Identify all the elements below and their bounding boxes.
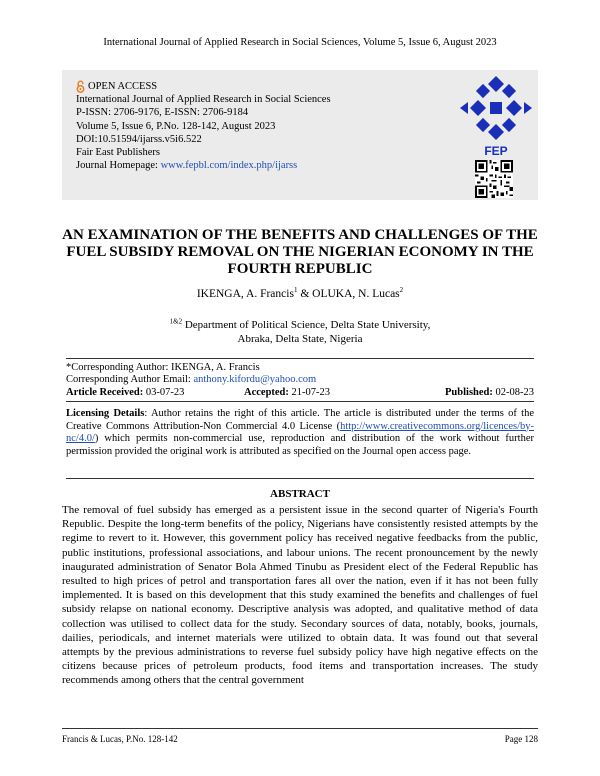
author-1-sup: 1 [293, 286, 298, 295]
licensing-text-2: ) which permits non-commercial use, reproduction and distribution of the work without further permission provided the original work is attributed as specified on the Journal open access page. [66, 433, 534, 457]
abstract-heading: ABSTRACT [270, 488, 330, 500]
received-label: Article Received: [66, 386, 144, 398]
fep-logo-text: FEP [484, 144, 508, 158]
published-label: Published: [445, 386, 493, 398]
volume-issue: Volume 5, Issue 6, P.No. 128-142, August 2023 [76, 120, 276, 132]
author-line [0, 288, 600, 300]
open-access-lock-icon [76, 80, 85, 93]
homepage-label: Journal Homepage: [76, 160, 158, 172]
running-header: International Journal of Applied Research in Social Sciences, Volume 5, Issue 6, August 2023 [103, 37, 497, 48]
author-separator: & [297, 288, 313, 300]
homepage-link[interactable]: www.fepbl.com/index.php/ijarss [160, 160, 298, 172]
divider-top [66, 358, 534, 359]
affiliation-sup: 1&2 [169, 317, 183, 326]
license-link[interactable]: http://www.creativecommons.org/licences/by-nc/4.0/ [66, 420, 534, 444]
accepted-date: 21-07-23 [291, 386, 331, 398]
published-date: 02-08-23 [495, 386, 534, 398]
footer-page-number: Page 128 [504, 734, 538, 744]
article-dates [66, 387, 534, 399]
author-2: OLUKA, N. Lucas [312, 288, 400, 300]
licensing-text-1: : Author retains the right of this article. The article is distributed under the terms of the Creative Commons Attribution-Non Commercial 4.0 License ( [66, 408, 534, 432]
journal-info-text [76, 80, 331, 172]
footer-divider [62, 728, 538, 729]
licensing-label: Licensing Details [66, 408, 145, 419]
issn: P-ISSN: 2706-9176, E-ISSN: 2706-9184 [76, 107, 249, 119]
footer-citation: Francis & Lucas, P.No. 128-142 [62, 734, 178, 744]
corresponding-email-link[interactable]: anthony.kifordu@yahoo.com [193, 374, 317, 386]
publisher: Fair East Publishers [76, 147, 160, 159]
email-label: Corresponding Author Email: [66, 374, 194, 386]
affiliation-line-2: Abraka, Delta State, Nigeria [237, 333, 363, 345]
affiliation-line-1: Department of Political Science, Delta State University, [182, 319, 431, 331]
corresponding-author: *Corresponding Author: IKENGA, A. Francis [66, 362, 260, 373]
open-access-label: OPEN ACCESS [88, 81, 158, 92]
doi: DOI:10.51594/ijarss.v5i6.522 [76, 133, 202, 145]
author-2-sup: 2 [399, 286, 404, 295]
accepted-label: Accepted: [244, 386, 289, 398]
affiliation [0, 318, 600, 346]
divider-bottom [66, 478, 534, 479]
journal-info-box [62, 70, 538, 200]
licensing-details [66, 408, 534, 458]
article-title: AN EXAMINATION OF THE BENEFITS AND CHALLENGES OF THE FUEL SUBSIDY REMOVAL ON THE NIGERIAN ECONOMY IN THE FOURTH REPUBLIC [62, 227, 538, 277]
page-footer [62, 734, 538, 744]
journal-name: International Journal of Applied Research in Social Sciences [76, 94, 331, 106]
abstract-body: The removal of fuel subsidy has emerged as a persistent issue in the second quarter of Nigeria's Fourth Republic. Despite the long-term benefits of the policy, Nigerians have consistently resisted attempts by the regime to revert to it. However, this government policy has received negative feedbacks from the public, public institutions, professional associations, and labour unions. The recent pronouncement by the newly inaugurated administration of Senator Bola Ahmed Tinubu as President elect of the Federal Republic has resulted to high prices of petrol and transportation fares all over the nation, even if it has not been fully implemented. It is based on this development that this study examined the benefits and challenges of fuel subsidy relapse on national economy. Descriptive analysis was adopted, and qualitative method of data collection was utilised to collect data for the study. Secondary sources of data, notably, books, journals, dailies, periodicals, and internet materials were utilized to obtain data. It was found out that several attempts by the previous administrations to reverse fuel subsidy policy have high negative effects on the citizens because prices of petroleum products, food items and transportation increases. The study recommends among others that the central government [62, 504, 538, 687]
fep-logo-icon [456, 72, 536, 144]
correspondence-block [66, 362, 534, 399]
received-date: 03-07-23 [145, 386, 185, 398]
author-1: IKENGA, A. Francis [196, 288, 294, 300]
qr-code-icon [475, 160, 513, 198]
journal-homepage [76, 159, 331, 172]
divider-mid [66, 401, 534, 402]
